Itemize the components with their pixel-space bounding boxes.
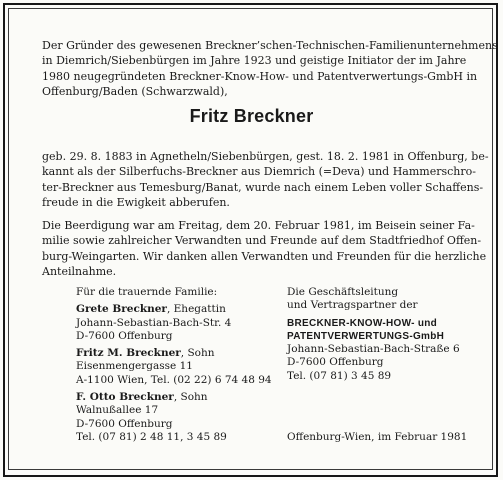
member-name-bold: F. Otto Breckner	[76, 391, 174, 404]
deceased-name: Fritz Breckner	[189, 106, 314, 126]
address-line: D-7600 Offenburg	[76, 417, 173, 430]
member-role: , Sohn	[180, 347, 215, 360]
funeral-line: Anteilnahme.	[42, 264, 117, 278]
funeral-line: Die Beerdigung war am Freitag, dem 20. Februar 1981, im Beisein seiner Fa-	[42, 219, 475, 232]
intro-line: in Diemrich/Siebenbürgen im Jahre 1923 und geistige Initiator der im Jahre	[42, 54, 467, 68]
address-line: Walnußallee 17	[76, 404, 159, 417]
member-role: , Sohn	[173, 391, 208, 404]
member-name-bold: Fritz M. Breckner	[76, 347, 181, 360]
biography-paragraph	[42, 149, 489, 210]
family-column	[76, 286, 272, 444]
company-address: D-7600 Offenburg	[287, 356, 384, 369]
family-heading: Für die trauernde Familie:	[76, 286, 218, 298]
address-line: Eisenmengergasse 11	[76, 360, 193, 373]
member-name-bold: Grete Breckner	[76, 303, 167, 316]
address-line: Johann-Sebastian-Bach-Str. 4	[76, 316, 232, 329]
place-date: Offenburg-Wien, im Februar 1981	[287, 431, 468, 444]
company-column	[287, 286, 467, 444]
address-line: A-1100 Wien, Tel. (02 22) 6 74 48 94	[76, 373, 272, 386]
funeral-line: milie sowie zahlreicher Verwandten und Freunde auf dem Stadtfriedhof Offen-	[42, 234, 482, 248]
intro-line: Der Gründer des gewesenen Breckner’schen-Technischen-Familienunternehmens	[42, 39, 498, 52]
member-role: , Ehegattin	[166, 303, 226, 316]
intro-line: Offenburg/Baden (Schwarzwald),	[42, 84, 228, 98]
address-line: Tel. (07 81) 2 48 11, 3 45 89	[76, 430, 227, 443]
funeral-paragraph	[42, 218, 487, 279]
bio-line: freude in die Ewigkeit abberufen.	[42, 195, 230, 209]
spacer	[287, 383, 467, 431]
family-member-name	[76, 391, 272, 404]
company-heading: Die Geschäftsleitung	[287, 286, 399, 298]
funeral-line: burg-Weingarten. Wir danken allen Verwandten und Freunden für die herzliche	[42, 249, 487, 263]
bio-line: kannt als der Silberfuchs-Breckner aus Diemrich (=Deva) und Hammerschro-	[42, 165, 476, 179]
bio-line: geb. 29. 8. 1883 in Agnetheln/Siebenbürgen, gest. 18. 2. 1981 in Offenburg, be-	[42, 150, 489, 163]
family-member-name	[76, 347, 272, 360]
company-name: BRECKNER-KNOW-HOW- und	[287, 317, 438, 329]
intro-line: 1980 neugegründeten Breckner-Know-How- und Patentverwertungs-GmbH in	[42, 69, 478, 83]
bio-line: ter-Breckner aus Temesburg/Banat, wurde nach einem Leben voller Schaffens-	[42, 180, 484, 194]
address-line: D-7600 Offenburg	[76, 329, 173, 342]
company-address: Johann-Sebastian-Bach-Straße 6	[287, 343, 460, 356]
family-member-name	[76, 303, 272, 316]
company-heading: und Vertragspartner der	[287, 299, 418, 312]
company-phone: Tel. (07 81) 3 45 89	[287, 369, 392, 382]
intro-paragraph	[42, 38, 498, 99]
company-name: PATENTVERWERTUNGS-GmbH	[287, 330, 445, 342]
